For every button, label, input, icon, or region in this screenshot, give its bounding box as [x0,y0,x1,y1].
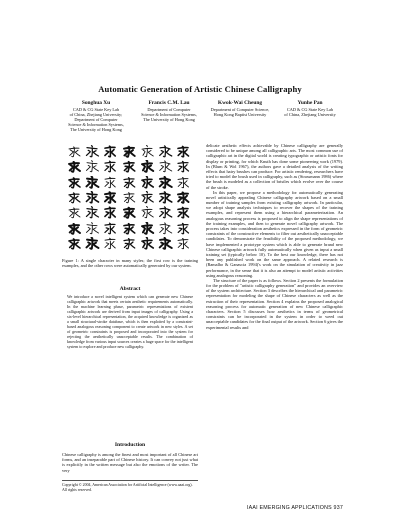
calligraphy-character [175,176,191,189]
calligraphy-character [102,145,118,158]
paragraph: delicate aesthetic effects achievable by Chinese calligraphy are generally considered to be unique among all calligraphic arts. The most common use of calligraphic art in the digital world is creating typographic or artistic fonts for display or printing, for which Knuth has done some pioneering work (1979). In (Blum & Wol 1967), the authors gave a detailed analysis of the writing effects that hairy brushes can produce. For artistic rendering, researchers have tried to model the brush used in calligraphy, such as (Strassmann 1986) where the brush is modeled as a collection of bristles which evolve over the course of the stroke. [206,143,343,190]
calligraphy-character [121,206,137,219]
calligraphy-character [139,206,155,219]
calligraphy-character [139,145,155,158]
calligraphy-character [139,191,155,204]
calligraphy-character [84,145,100,158]
calligraphy-character [175,145,191,158]
calligraphy-character [139,222,155,235]
figure-row [66,191,194,206]
calligraphy-character [175,237,191,250]
author-name: Francis C.M. Lau [148,100,190,106]
calligraphy-character [121,191,137,204]
author-block-3: Kwok-Wai Cheung Department of Computer Science, Hong Kong Baptist University [205,100,275,117]
author-name: Kwok-Wai Cheung [217,100,263,106]
paper-title: Automatic Generation of Artistic Chinese Calligraphy [98,84,302,94]
figure-row [66,160,194,175]
author-block-4: Yunhe Pan CAD & CG State Key Lab of China, Zhejiang University [277,100,343,117]
calligraphy-character [84,206,100,219]
introduction-heading: Introduction [114,442,146,448]
calligraphy-character [84,237,100,250]
copyright-notice: Copyright © 2004, American Association for Artificial Intelligence (www.aaai.org). All rights reserved. [62,480,198,493]
calligraphy-character [157,206,173,219]
calligraphy-character [175,160,191,173]
calligraphy-character [157,145,173,158]
calligraphy-character [84,222,100,235]
introduction-text: Chinese calligraphy is among the finest and most important of all Chinese art forms, and an inseparable part of Chinese history. It can convey not just what is explicitly in the written message but also the emotions of the writer. The very [62,452,198,473]
author-block-2: Francis C.M. Lau Department of Computer Science & Information Systems, The University of Hong Kong [136,100,202,122]
calligraphy-character [66,145,82,158]
page-footer: IAAI EMERGING APPLICATIONS 937 [247,505,343,511]
calligraphy-character [66,176,82,189]
author-name: Songhua Xu [81,100,111,106]
calligraphy-character [139,237,155,250]
calligraphy-character [84,191,100,204]
calligraphy-character [175,206,191,219]
figure-row [66,237,194,252]
calligraphy-character [157,191,173,204]
calligraphy-character [102,206,118,219]
right-column [206,143,343,330]
calligraphy-character [102,222,118,235]
calligraphy-character [84,176,100,189]
calligraphy-character [157,176,173,189]
calligraphy-character [66,222,82,235]
calligraphy-character [121,176,137,189]
calligraphy-character [121,160,137,173]
calligraphy-figure [66,145,194,252]
author-block-1: Songhua Xu CAD & CG State Key Lab of China, Zhejiang University; Department of Computer Science & Information Systems, The University of Hong Kong [62,100,130,132]
figure-caption: Figure 1: A single character in many styles; the first row is the training examples, and the other rows were automatically generated by our system. [62,258,198,269]
calligraphy-character [102,176,118,189]
calligraphy-character [157,160,173,173]
calligraphy-character [102,160,118,173]
calligraphy-character [121,222,137,235]
calligraphy-character [175,191,191,204]
calligraphy-character [102,191,118,204]
calligraphy-character [175,222,191,235]
calligraphy-character [66,237,82,250]
calligraphy-character [121,145,137,158]
figure-row [66,206,194,221]
abstract-heading: Abstract [119,286,141,292]
figure-row [66,222,194,237]
paragraph: In this paper, we propose a methodology for automatically generating novel artistically appealing Chinese calligraphy artwork based on a small number of training samples from existing calligraphy artwork. In particular, we adopt shape analysis techniques to recover the shapes of the training examples, and represent them using a hierarchical parameterization. An analogous reasoning process is proposed to align the shape representations of the training examples, and then to generate novel calligraphy artwork. The process takes into consideration aesthetics expressed in the form of geometric constraints of the constructive elements to filter out aesthetically unacceptable candidates. To demonstrate the feasibility of the proposed methodology, we have implemented a prototype system which is able to generate brand new Chinese calligraphic artwork fully automatically when given as input a small training set (typically below 10). To the best our knowledge, there has not been any published work on the same approach. A related research is (Ramalho & Ganascia 1994)'s work on the simulation of creativity in jazz performance, in the sense that it is also an attempt to model artistic activities using analogous reasoning. [206,189,343,278]
calligraphy-character [157,237,173,250]
calligraphy-character [102,237,118,250]
abstract-text: We introduce a novel intelligent system which can generate new Chinese calligraphic artwork that meets certain aesthetic requirements automatically. In the machine learning phase, parametric representations of existent calligraphic artwork are derived from input images of calligraphy. Using a six-level hierarchical representation, the acquired knowledge is organized as a small structural-stroke database, which is then exploited by a constraint-based analogous reasoning component to create artwork in new styles. A set of geometric constraints is proposed and incorporated into the system for rejecting the aesthetically unacceptable results. The combination of knowledge from various input sources creates a huge space for the intelligent system to explore and produce new calligraphy. [67,294,193,349]
calligraphy-character [121,237,137,250]
calligraphy-character [84,160,100,173]
calligraphy-character [139,160,155,173]
figure-row [66,176,194,191]
calligraphy-character [66,191,82,204]
calligraphy-character [139,176,155,189]
calligraphy-character [157,222,173,235]
author-name: Yunhe Pan [297,100,323,106]
calligraphy-character [66,160,82,173]
paragraph: The structure of the paper is as follows. Section 2 presents the formulation for the problem of "artistic calligraphy generation" and provides an overview of the system architecture. Section 3 describes the hierarchical and parametric representation for modeling the shape of Chinese characters as well as the extraction of their representation. Section 4 explains the proposed analogical reasoning process for automatic generation of new Chinese calligraphic characters. Section 5 discusses how aesthetics in terms of geometrical constraints can be incorporated in the system in order to weed out unacceptable candidates for the final output of the artwork. Section 6 gives the experimental results and [206,277,343,330]
calligraphy-character [66,206,82,219]
figure-row [66,145,194,160]
